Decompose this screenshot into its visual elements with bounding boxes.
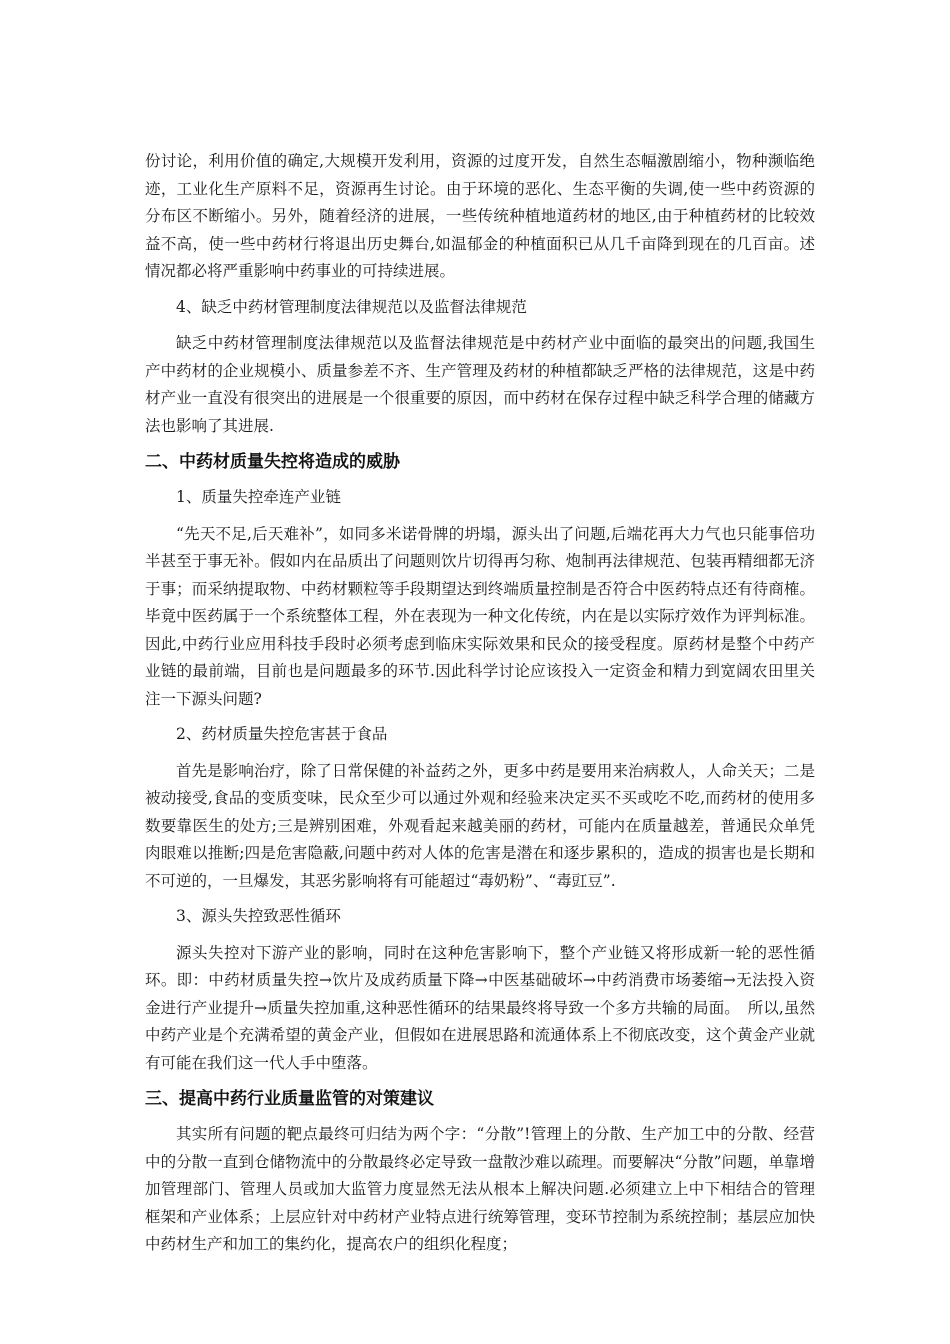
subheading-industry-chain: 1、质量失控牵连产业链: [176, 488, 341, 506]
document-page: [145, 148, 815, 1259]
paragraph-worse-than-food: 首先是影响治疗，除了日常保健的补益药之外，更多中药是要用来治病救人，人命关天；二是被动接受,食品的变质变味，民众至少可以通过外观和经验来决定买不买或吃不吃,而药材的使用多数要靠医生的处方;三是辨别困难，外观看起来越美丽的药材，可能内在质量越差，普通民众单凭肉眼难以推断;四是危害隐蔽,问题中药对人体的危害是潜在和逐步累积的，造成的损害也是长期和不可逆的，一旦爆发，其恶劣影响将有可能超过“毒奶粉”、“毒豇豆”.: [145, 761, 815, 890]
paragraph-lack-of-regulation: 缺乏中药材管理制度法律规范以及监督法律规范是中药材产业中面临的最突出的问题,我国生产中药材的企业规模小、质量参差不齐、生产管理及药材的种植都缺乏严格的法律规范，这是中药材产业一直没有很突出的进展是一个很重要的原因，而中药材在保存过程中缺乏科学合理的储藏方法也影响了其进展.: [145, 334, 815, 435]
subheading-worse-than-food: 2、药材质量失控危害甚于食品: [176, 725, 388, 743]
paragraph-resource-decline: 份讨论，利用价值的确定,大规模开发利用，资源的过度开发，自然生态幅激剧缩小，物种濒临绝迹，工业化生产原料不足，资源再生讨论。由于环境的恶化、生态平衡的失调,使一些中药资源的分布区不断缩小。另外，随着经济的进展，一些传统种植地道药材的地区,由于种植药材的比较效益不高，使一些中药材行将退出历史舞台,如温郁金的种植面积已从几千亩降到现在的几百亩。述情况都必将严重影响中药事业的可持续进展。: [145, 152, 815, 280]
subheading-lack-of-regulation: 4、缺乏中药材管理制度法律规范以及监督法律规范: [176, 297, 527, 316]
paragraph-vicious-cycle: 源头失控对下游产业的影响，同时在这种危害影响下，整个产业链又将形成新一轮的恶性循环。即：中药材质量失控→饮片及成药质量下降→中医基础破坏→中药消费市场萎缩→无法投入资金进行产业提升→质量失控加重,这种恶性循环的结果最终将导致一个多方共输的局面。 所以,虽然中药产业是个充满希望的黄金产业，但假如在进展思路和流通体系上不彻底改变，这个黄金产业就有可能在我们这一代人手中堕落。: [145, 943, 815, 1072]
section-heading-quality-threat: 二、中药材质量失控将造成的威胁: [145, 452, 400, 472]
subheading-vicious-cycle: 3、源头失控致恶性循环: [176, 907, 341, 925]
paragraph-countermeasures: 其实所有问题的靶点最终可归结为两个字：“分散”!管理上的分散、生产加工中的分散、经营中的分散一直到仓储物流中的分散最终必定导致一盘散沙难以疏理。而要解决“分散”问题，单靠增加管理部门、管理人员或加大监管力度显然无法从根本上解决问题.必须建立上中下相结合的管理框架和产业体系；上层应针对中药材产业特点进行统筹管理，变环节控制为系统控制；基层应加快中药材生产和加工的集约化，提高农户的组织化程度；: [145, 1125, 815, 1253]
paragraph-industry-chain: “先天不足,后天难补”，如同多米诺骨牌的坍塌，源头出了问题,后端花再大力气也只能事倍功半甚至于事无补。假如内在品质出了问题则饮片切得再匀称、炮制再法律规范、包装再精细都无济于事；而采纳提取物、中药材颗粒等手段期望达到终端质量控制是否符合中医药特点还有待商榷。毕竟中医药属于一个系统整体工程，外在表现为一种文化传统，内在是以实际疗效作为评判标准。因此,中药行业应用科技手段时必须考虑到临床实际效果和民众的接受程度。原药材是整个中药产业链的最前端，目前也是问题最多的环节.因此科学讨论应该投入一定资金和精力到宽阔农田里关注一下源头问题?: [145, 524, 815, 708]
section-heading-countermeasures: 三、提高中药行业质量监管的对策建议: [145, 1089, 434, 1109]
